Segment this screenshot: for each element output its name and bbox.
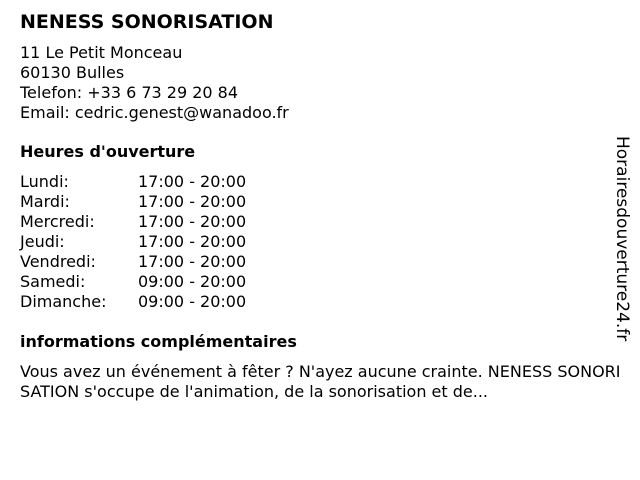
hours-row-thursday bbox=[20, 232, 628, 252]
hours-row-friday bbox=[20, 252, 628, 272]
info-description: Vous avez un événement à fêter ? N'ayez aucune crainte. NENESS SONORISATION s'occupe de l'animation, de la sonorisation et de... bbox=[20, 362, 621, 401]
hours-row-saturday bbox=[20, 272, 628, 292]
day-label: Mardi: bbox=[20, 192, 70, 211]
hours-row-tuesday bbox=[20, 192, 628, 212]
day-label: Vendredi: bbox=[20, 252, 96, 271]
time-range: 17:00 - 20:00 bbox=[138, 212, 247, 231]
info-title: informations complémentaires bbox=[20, 332, 297, 351]
email-text: Email: cedric.genest@wanadoo.fr bbox=[20, 103, 289, 122]
address-city: 60130 Bulles bbox=[20, 63, 125, 82]
time-range: 09:00 - 20:00 bbox=[138, 272, 247, 291]
day-label: Dimanche: bbox=[20, 292, 107, 311]
time-range: 17:00 - 20:00 bbox=[138, 192, 247, 211]
hours-row-monday bbox=[20, 172, 628, 192]
time-range: 09:00 - 20:00 bbox=[138, 292, 247, 311]
day-label: Jeudi: bbox=[20, 232, 65, 251]
address-street: 11 Le Petit Monceau bbox=[20, 43, 183, 62]
time-range: 17:00 - 20:00 bbox=[138, 172, 247, 191]
day-label: Mercredi: bbox=[20, 212, 95, 231]
hours-title: Heures d'ouverture bbox=[20, 142, 196, 161]
hours-row-sunday bbox=[20, 292, 628, 312]
business-name: NENESS SONORISATION bbox=[20, 11, 274, 33]
business-card bbox=[20, 10, 628, 402]
hours-row-wednesday bbox=[20, 212, 628, 232]
site-watermark: Horairesdouverture24.fr bbox=[612, 136, 632, 342]
hours-table bbox=[20, 172, 628, 312]
time-range: 17:00 - 20:00 bbox=[138, 232, 247, 251]
contact-block bbox=[20, 43, 628, 123]
day-label: Samedi: bbox=[20, 272, 86, 291]
day-label: Lundi: bbox=[20, 172, 69, 191]
time-range: 17:00 - 20:00 bbox=[138, 252, 247, 271]
phone-text: Telefon: +33 6 73 29 20 84 bbox=[20, 83, 239, 102]
